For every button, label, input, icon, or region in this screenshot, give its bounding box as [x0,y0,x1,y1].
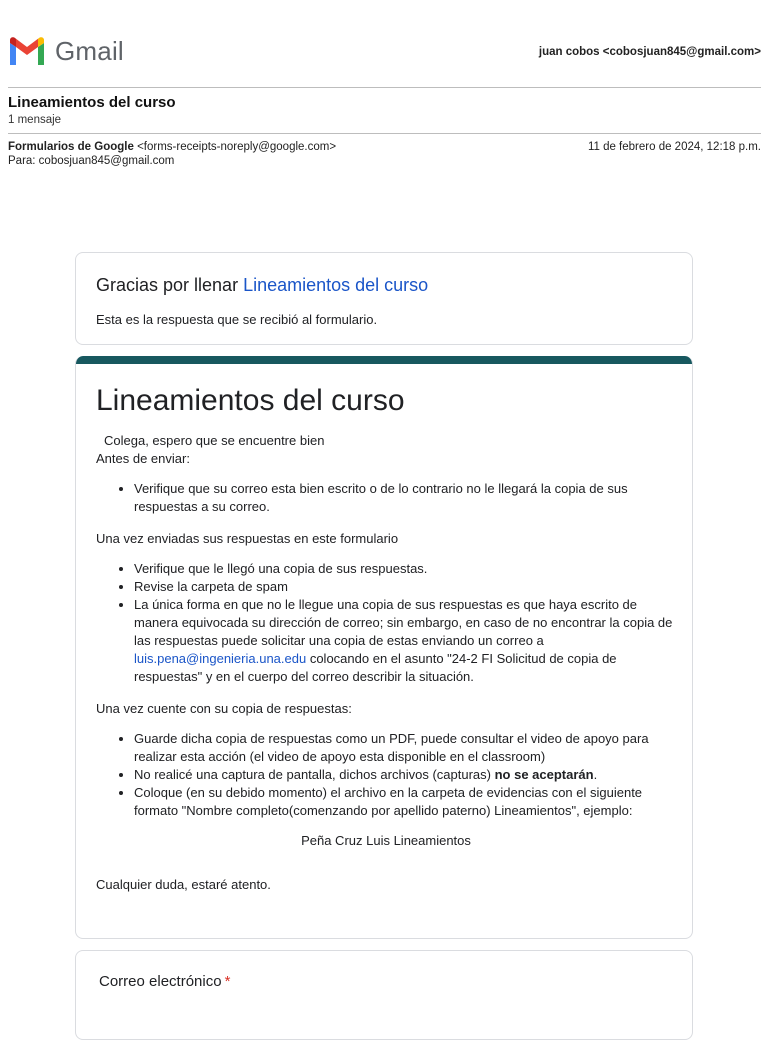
list-item: • Coloque (en su debido momento) el archivo en la carpeta de evidencias con el siguiente formato "Nombre completo(comenzando por apellido paterno) Lineamientos", ejemplo: [134,784,676,820]
once-have-text: Una vez cuente con su copia de respuestas: [96,701,352,716]
sender-line [8,141,336,153]
contact-email-link[interactable]: luis.pena@ingenieria.una.edu [134,651,307,666]
email-question-label [99,973,230,990]
form-title: Lineamientos del curso [96,384,405,417]
greeting-text: Colega, espero que se encuentre bien [104,433,325,448]
list-item [134,596,676,686]
thanks-card [75,252,693,345]
header-divider [8,87,761,88]
email-date: 11 de febrero de 2024, 12:18 p.m. [587,141,761,153]
email-subject: Lineamientos del curso [8,94,176,111]
list-item: • Verifique que le llegó una copia de sus respuestas. [134,560,676,578]
copy-instructions-list [96,730,676,820]
question-text: Correo electrónico [99,973,222,990]
list-item: • Verifique que su correo esta bien escrito o de lo contrario no le llegará la copia de sus respuestas a su correo. [134,480,676,516]
gmail-wordmark: Gmail [55,36,124,66]
before-sending-list [96,480,676,516]
form-description [96,432,676,894]
subject-divider [8,133,761,134]
form-title-link[interactable]: Lineamientos del curso [243,275,429,295]
thanks-subtitle: Esta es la respuesta que se recibió al formulario. [96,312,378,327]
form-accent-bar [75,356,693,364]
filename-example: Peña Cruz Luis Lineamientos [301,833,471,848]
list-item-emphasis: no se aceptarán [494,767,594,782]
list-item [134,766,676,784]
before-sending-text: Antes de enviar: [96,451,190,466]
gmail-print-header [0,0,768,88]
required-marker: * [224,973,231,990]
gmail-m-icon [8,37,46,65]
list-item-text: colocando en el asunto "24-2 FI Solicitud de copia de respuestas" y en el cuerpo del correo describir la situación. [134,651,617,684]
list-item-text: La única forma en que no le llegue una copia de sus respuestas es que haya escrito de manera equivocada su dirección de correo; sin embargo, en caso de no encontrar la copia de las respuestas puede solicitar una copia de estas enviando un correo a [134,597,673,648]
account-identity: juan cobos <cobosjuan845@gmail.com> [538,46,761,58]
sender-address: <forms-receipts-noreply@google.com> [137,141,337,153]
thanks-prefix: Gracias por llenar [96,275,244,295]
list-item-text: No realicé una captura de pantalla, dichos archivos (capturas) [134,767,495,782]
recipient-line: Para: cobosjuan845@gmail.com [8,155,175,167]
after-sending-list [96,560,676,686]
list-item-text: . [593,767,598,782]
closing-text: Cualquier duda, estaré atento. [96,877,271,892]
list-item: • Revise la carpeta de spam [134,578,676,596]
sender-name: Formularios de Google [8,141,134,153]
thanks-heading [96,275,428,296]
list-item: • Guarde dicha copia de respuestas como un PDF, puede consultar el video de apoyo para realizar esta acción (el video de apoyo esta disponible en el classroom) [134,730,676,766]
once-sent-text: Una vez enviadas sus respuestas en este formulario [96,531,399,546]
message-count: 1 mensaje [8,114,62,126]
gmail-logo [8,36,124,66]
email-question-card [75,950,693,1040]
form-description-card [75,356,693,939]
